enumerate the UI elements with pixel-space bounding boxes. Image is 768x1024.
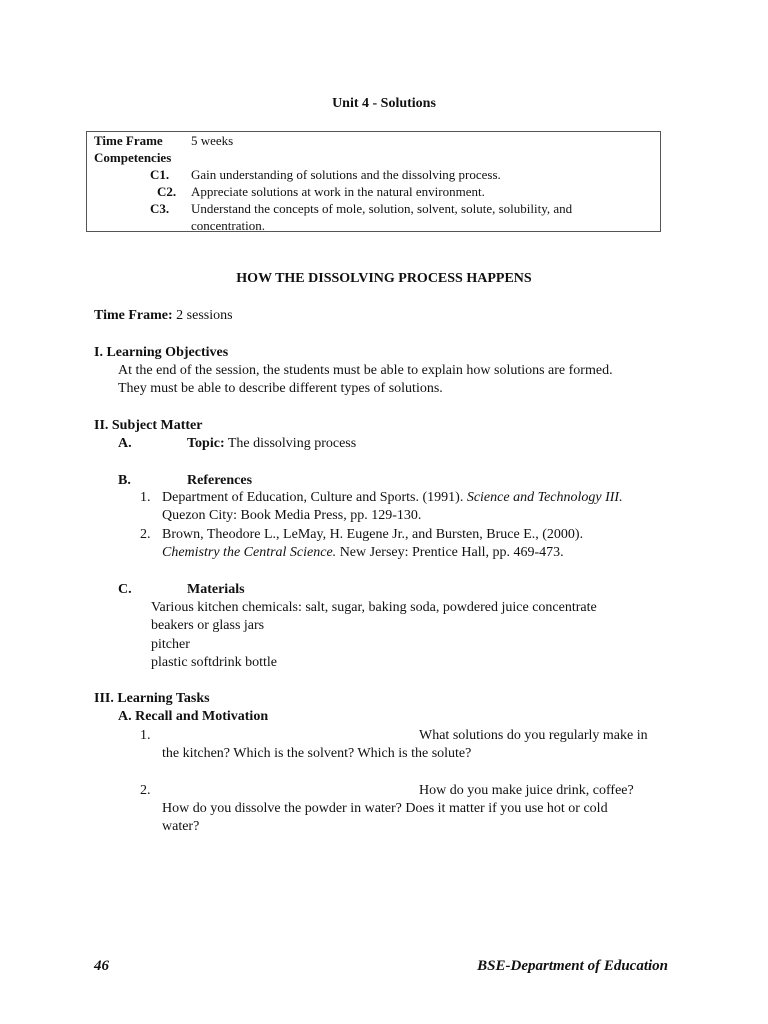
topic-line [187,436,356,452]
time-frame-value: 5 weeks [191,133,234,148]
objectives-line-1: At the end of the session, the students must be able to explain how solutions are formed. [118,363,613,378]
materials-heading: Materials [187,582,245,597]
unit-title: Unit 4 - Solutions [332,96,436,111]
topic-label: Topic: [187,436,225,451]
lesson-title: HOW THE DISSOLVING PROCESS HAPPENS [236,271,532,286]
task-2-line-1: How do you make juice drink, coffee? [419,783,634,798]
references-letter: B. [118,473,131,488]
reference-2-publisher: New Jersey: Prentice Hall, pp. 469-473. [336,545,564,560]
references-heading: References [187,473,253,488]
time-frame-line-label: Time Frame: [94,308,173,323]
time-frame-line-value: 2 sessions [176,308,233,323]
task-1-number: 1. [140,728,151,743]
objectives-line-2: They must be able to describe different types of solutions. [118,381,443,396]
reference-2-book-title: Chemistry the Central Science. [162,545,337,560]
competency-text-c3: Understand the concepts of mole, solution, solvent, solute, solubility, and [191,201,573,216]
task-1-line-1: What solutions do you regularly make in [419,728,648,743]
competency-text-c2: Appreciate solutions at work in the natural environment. [191,184,485,199]
objectives-heading: I. Learning Objectives [94,345,229,360]
subject-matter-heading: II. Subject Matter [94,418,203,433]
competency-text-c3-cont: concentration. [191,218,265,233]
competency-code-c2: C2. [157,184,177,199]
reference-2-line-1: Brown, Theodore L., LeMay, H. Eugene Jr., and Bursten, Bruce E., (2000). [162,527,584,542]
reference-1-line-1 [162,490,623,506]
time-frame-label: Time Frame [94,133,163,148]
footer-publisher: BSE-Department of Education [477,958,668,974]
time-frame-line [94,308,233,324]
topic-letter: A. [118,436,132,451]
material-item-1: Various kitchen chemicals: salt, sugar, baking soda, powdered juice concentrate [151,600,597,615]
reference-1-book-title: Science and Technology III. [466,490,623,505]
topic-value: The dissolving process [227,436,357,451]
competency-text-c1: Gain understanding of solutions and the dissolving process. [191,167,501,182]
material-item-3: pitcher [151,637,190,652]
material-item-4: plastic softdrink bottle [151,655,277,670]
material-item-2: beakers or glass jars [151,618,265,633]
materials-letter: C. [118,582,132,597]
competencies-label: Competencies [94,150,172,165]
competency-code-c1: C1. [150,167,170,182]
page-number: 46 [94,958,109,974]
learning-tasks-heading: III. Learning Tasks [94,691,210,706]
reference-2-line-2 [162,545,564,561]
competency-code-c3: C3. [150,201,170,216]
task-1-line-2: the kitchen? Which is the solvent? Which is the solute? [162,746,472,761]
task-2-line-2: How do you dissolve the powder in water? Does it matter if you use hot or cold [162,801,608,816]
reference-2-number: 2. [140,527,151,542]
recall-motivation-heading: A. Recall and Motivation [118,709,269,724]
reference-1-line-2: Quezon City: Book Media Press, pp. 129-130. [162,508,422,523]
reference-1-number: 1. [140,490,151,505]
task-2-line-3: water? [162,819,200,834]
task-2-number: 2. [140,783,151,798]
reference-1-citation: Department of Education, Culture and Sports. (1991). [162,490,464,505]
